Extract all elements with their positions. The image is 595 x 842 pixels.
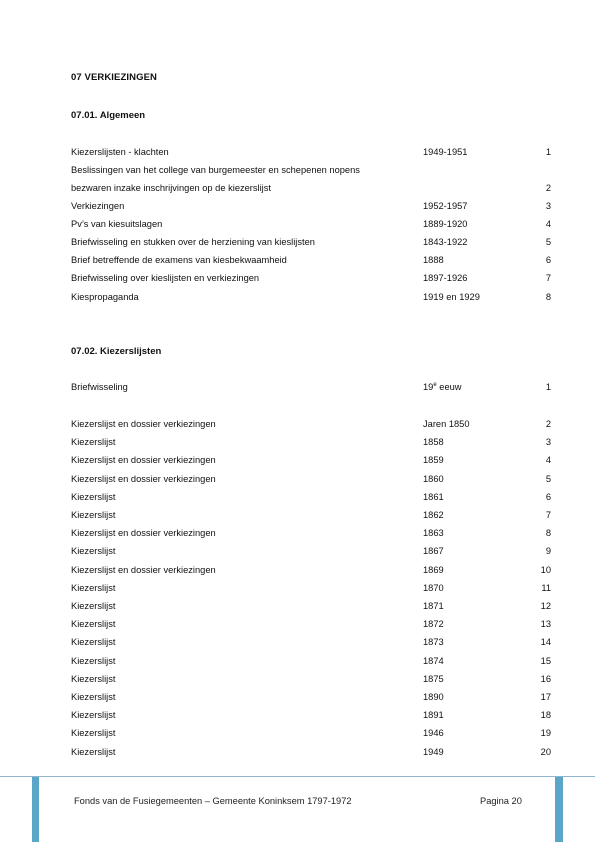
page-heading: 07 VERKIEZINGEN — [71, 72, 157, 83]
list-item — [71, 599, 551, 613]
list-item — [71, 145, 551, 159]
item-description: Kiezerslijst — [71, 583, 116, 593]
item-year: 1870 — [423, 583, 444, 593]
list-item — [71, 417, 551, 431]
item-year: 1861 — [423, 492, 444, 502]
item-year: 1949 — [423, 747, 444, 757]
item-description: Kiezerslijst — [71, 510, 116, 520]
item-number: 20 — [540, 747, 551, 757]
item-description: Kiezerslijst — [71, 492, 116, 502]
item-year: 1873 — [423, 637, 444, 647]
item-description: Kiezerslijst — [71, 674, 116, 684]
footer-bar-left — [32, 777, 39, 842]
item-number: 8 — [545, 292, 551, 302]
item-description: Verkiezingen — [71, 201, 125, 211]
item-number: 14 — [540, 637, 551, 647]
item-description: Kiespropaganda — [71, 292, 139, 302]
item-year: 1946 — [423, 728, 444, 738]
item-description: Kiezerslijst — [71, 656, 116, 666]
item-description: Brief betreffende de examens van kiesbekwaamheid — [71, 255, 287, 265]
item-number: 10 — [540, 565, 551, 575]
list-item — [71, 745, 551, 759]
list-item — [71, 726, 551, 740]
item-description: Kiezerslijst en dossier verkiezingen — [71, 419, 216, 429]
item-description: Kiezerslijst en dossier verkiezingen — [71, 455, 216, 465]
list-item — [71, 435, 551, 449]
item-year: 1875 — [423, 674, 444, 684]
item-description: Kiezerslijst — [71, 601, 116, 611]
item-year: 1891 — [423, 710, 444, 720]
list-item — [71, 526, 551, 540]
item-number: 4 — [545, 455, 551, 465]
item-year: 1897-1926 — [423, 273, 468, 283]
list-item — [71, 563, 551, 577]
list-item — [71, 217, 551, 231]
item-year: 1863 — [423, 528, 444, 538]
item-year: 1919 en 1929 — [423, 292, 480, 302]
item-number: 12 — [540, 601, 551, 611]
item-year: Jaren 1850 — [423, 419, 470, 429]
item-number: 5 — [545, 474, 551, 484]
list-item — [71, 508, 551, 522]
list-item — [71, 199, 551, 213]
item-number: 17 — [540, 692, 551, 702]
item-description: Kiezerslijst en dossier verkiezingen — [71, 565, 216, 575]
item-year: 1952-1957 — [423, 201, 468, 211]
item-number: 6 — [545, 255, 551, 265]
list-item — [71, 672, 551, 686]
item-description: Kiezerslijst — [71, 546, 116, 556]
item-year: 1860 — [423, 474, 444, 484]
item-number: 9 — [545, 546, 551, 556]
item-number: 11 — [541, 583, 551, 593]
list-item — [71, 163, 551, 195]
item-description: Briefwisseling — [71, 382, 128, 392]
list-item — [71, 490, 551, 504]
item-number: 13 — [540, 619, 551, 629]
footer-bar-right — [555, 777, 563, 842]
item-description-line1: Beslissingen van het college van burgemeester en schepenen nopens — [71, 165, 360, 175]
item-description: Kiezerslijst — [71, 747, 116, 757]
item-number: 8 — [545, 528, 551, 538]
footer-text: Fonds van de Fusiegemeenten – Gemeente Koninksem 1797-1972 — [74, 796, 352, 806]
item-number: 1 — [545, 382, 551, 392]
section-title-kiezerslijsten: 07.02. Kiezerslijsten — [71, 346, 162, 357]
item-year: 1867 — [423, 546, 444, 556]
item-number: 5 — [545, 237, 551, 247]
item-description: Briefwisseling over kieslijsten en verkiezingen — [71, 273, 260, 283]
item-number: 16 — [540, 674, 551, 684]
item-number: 6 — [545, 492, 551, 502]
item-description: Kiezerslijst — [71, 619, 116, 629]
item-description: Briefwisseling en stukken over de herziening van kieslijsten — [71, 237, 315, 247]
item-description: Kiezerslijst — [71, 692, 116, 702]
item-number: 3 — [545, 437, 551, 447]
section-title-algemeen: 07.01. Algemeen — [71, 110, 146, 121]
item-description-line2: bezwaren inzake inschrijvingen op de kiezerslijst — [71, 183, 271, 193]
item-year: 1862 — [423, 510, 444, 520]
list-item — [71, 271, 551, 285]
item-year: 1859 — [423, 455, 444, 465]
item-number: 15 — [540, 656, 551, 666]
item-description: Pv’s van kiesuitslagen — [71, 219, 163, 229]
item-number: 7 — [545, 273, 551, 283]
item-number: 7 — [545, 510, 551, 520]
list-item — [71, 253, 551, 267]
item-description: Kiezerslijst — [71, 637, 116, 647]
item-year: 1874 — [423, 656, 444, 666]
list-item — [71, 453, 551, 467]
item-description: Kiezerslijst en dossier verkiezingen — [71, 528, 216, 538]
item-description: Kiezerslijst — [71, 710, 116, 720]
item-description: Kiezerslijst — [71, 728, 116, 738]
item-year: 1888 — [423, 255, 444, 265]
item-year: 1869 — [423, 565, 444, 575]
list-item — [71, 617, 551, 631]
list-item — [71, 635, 551, 649]
item-year: 1871 — [423, 601, 444, 611]
footer-rule — [0, 776, 595, 777]
list-item — [71, 290, 551, 304]
list-item — [71, 654, 551, 668]
list-item — [71, 380, 551, 394]
item-year: 1858 — [423, 437, 444, 447]
list-item — [71, 690, 551, 704]
list-item — [71, 708, 551, 722]
item-number: 1 — [545, 147, 551, 157]
item-description: Kiezerslijst — [71, 437, 116, 447]
item-number: 4 — [545, 219, 551, 229]
item-description — [71, 163, 360, 195]
list-item — [71, 581, 551, 595]
item-number: 3 — [545, 201, 551, 211]
list-item — [71, 472, 551, 486]
item-year: 1890 — [423, 692, 444, 702]
list-item — [71, 235, 551, 249]
item-description: Kiezerslijsten - klachten — [71, 147, 169, 157]
item-number: 19 — [540, 728, 551, 738]
item-year: 1843-1922 — [423, 237, 468, 247]
item-description: Kiezerslijst en dossier verkiezingen — [71, 474, 216, 484]
list-item — [71, 544, 551, 558]
item-year: 1949-1951 — [423, 147, 468, 157]
item-year: 19e eeuw — [423, 381, 462, 392]
item-number: 18 — [540, 710, 551, 720]
item-number: 2 — [545, 419, 551, 429]
item-number: 2 — [545, 183, 551, 193]
item-year: 1872 — [423, 619, 444, 629]
page-number: Pagina 20 — [480, 796, 522, 806]
item-year: 1889-1920 — [423, 219, 468, 229]
